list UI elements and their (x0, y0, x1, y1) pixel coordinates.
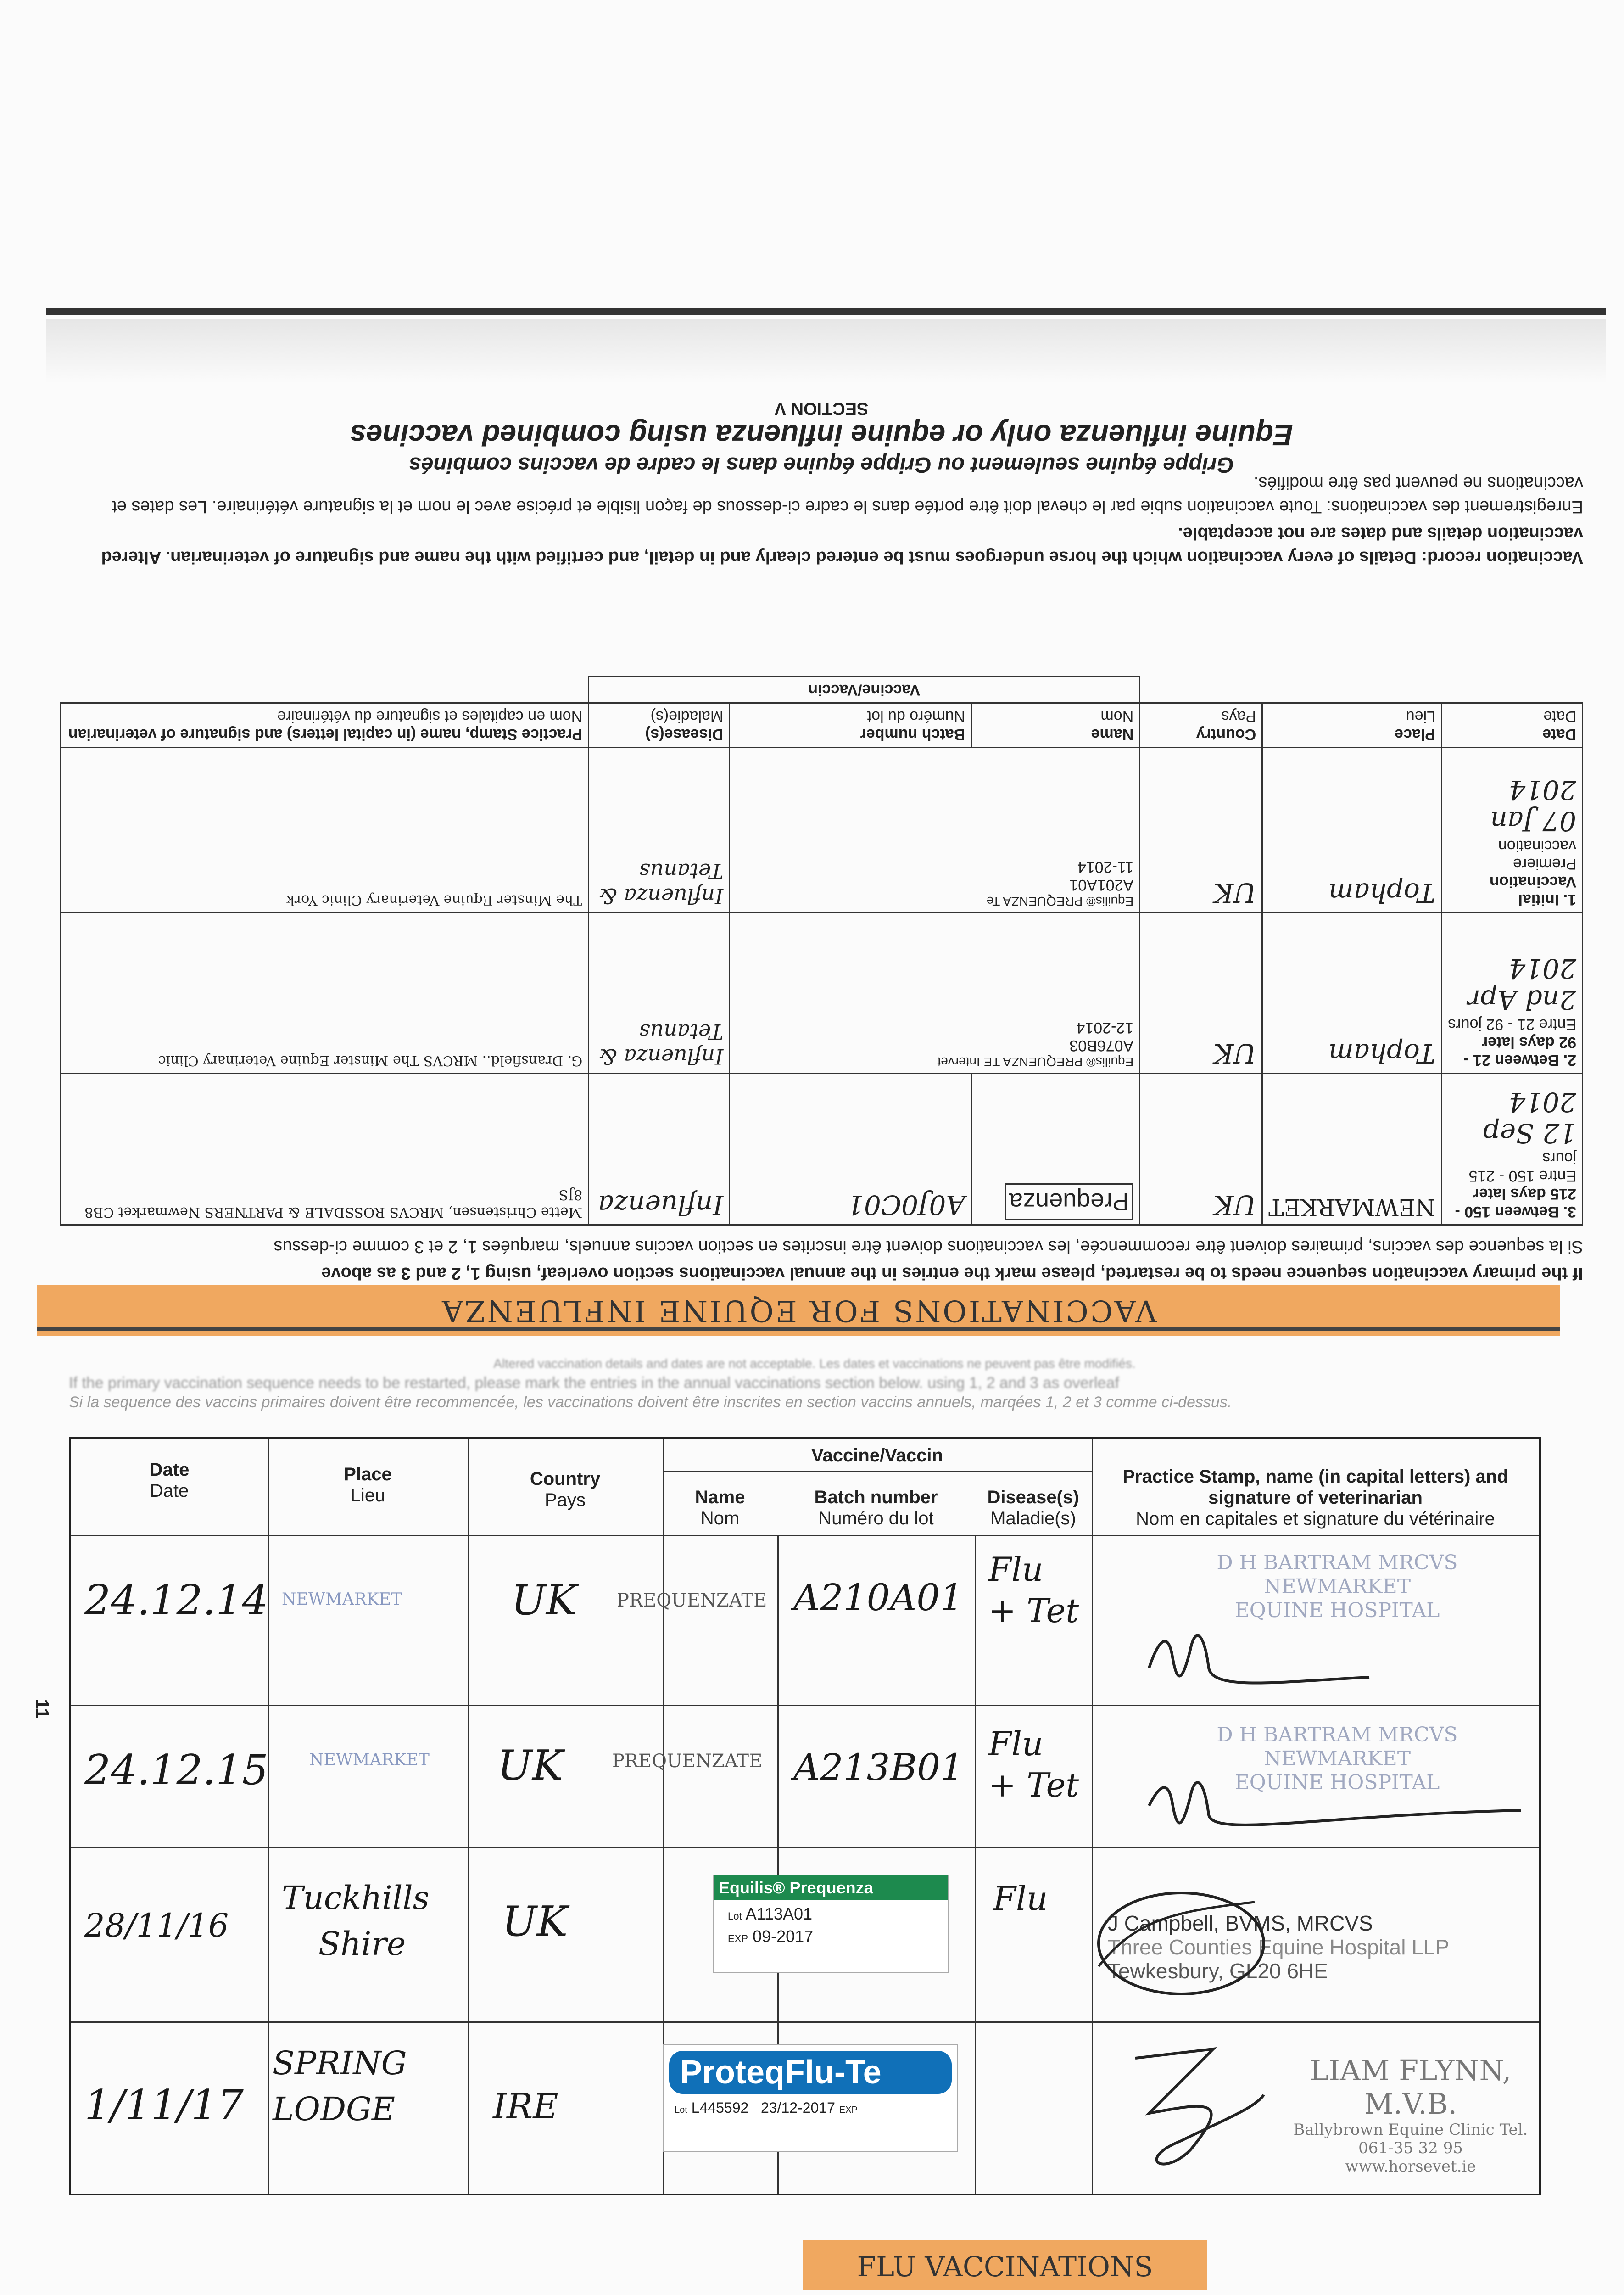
faded-line-2: If the primary vaccination sequence needs to be restarted, please mark the entries in the annual vaccinations section below. using 1, 2 and 3 as overleaf (69, 1374, 1119, 1392)
row-divider (71, 2021, 1539, 2023)
row4-stamp-clinic: Ballybrown Equine Clinic Tel. 061-35 32 95 (1293, 2121, 1528, 2157)
row-label-fr: Premiere vaccination (1498, 837, 1576, 873)
row-exp: 11-2014 (1077, 858, 1134, 876)
row3-label-lot-prefix: Lot (728, 1910, 742, 1922)
row3-stamp-hospital: Three Counties Equine Hospital LLP (1108, 1935, 1450, 1959)
banner-rule (37, 1327, 1560, 1331)
hdr-place: Place (1395, 726, 1435, 743)
row2-stamp-name: D H BARTRAM MRCVS (1217, 1723, 1458, 1746)
row1-stamp-town: NEWMARKET (1263, 1575, 1411, 1598)
hdr-country: Country (1196, 726, 1256, 743)
row3-label-lot: A113A01 (745, 1904, 813, 1923)
row-disease: Influenza (598, 1189, 724, 1220)
row-label-fr: Entre 150 - 215 jours (1468, 1149, 1576, 1185)
upside-down-section (60, 399, 1583, 1285)
row-disease: Influenza & Tetanus (598, 859, 724, 908)
row-label: 3. Between 150 - 215 days later (1455, 1185, 1576, 1220)
header-batch-fr: Numéro du lot (818, 1508, 934, 1528)
row4-label-brand: ProteqFlu-Te (669, 2051, 952, 2094)
col-divider (1092, 1439, 1093, 2194)
row4-stamp (1282, 2054, 1539, 2176)
row4-vaccine-label (663, 2044, 958, 2152)
header-country (468, 1468, 663, 1511)
row-divider (663, 1471, 1092, 1472)
header-name-fr: Nom (700, 1508, 740, 1528)
row-country: UK (1213, 877, 1256, 908)
row-vet-stamp: The Minster Equine Veterinary Clinic York (286, 892, 583, 908)
hdr-name-fr: Nom (1100, 708, 1134, 725)
header-date-fr: Date (150, 1481, 189, 1501)
row4-label-lot-prefix: Lot (675, 2105, 687, 2115)
hdr-country-fr: Pays (1221, 708, 1256, 725)
faded-line-1: Altered vaccination details and dates are not acceptable. Les dates et vaccinations ne peuvent pas être modifiés. (493, 1356, 1136, 1371)
faded-notes (69, 1354, 1560, 1412)
row-label: 1. Initial Vaccination (1490, 873, 1576, 908)
row-vaccine-label: Equilis® PREQUENZA Te (986, 894, 1134, 908)
row4-country: IRE (493, 2086, 558, 2127)
row4-stamp-name: LIAM FLYNN, M.V.B. (1310, 2054, 1512, 2121)
hdr-disease: Disease(s) (645, 726, 724, 743)
hdr-date: Date (1542, 726, 1576, 743)
page-shadow (46, 319, 1606, 383)
header-stamp-en: Practice Stamp, name (in capital letters) and signature of veterinarian (1122, 1467, 1508, 1508)
row-batch: A076B03 (1069, 1037, 1134, 1054)
footer-title: FLU VACCINATIONS (857, 2251, 1153, 2283)
row2-stamp-hospital: EQUINE HOSPITAL (1234, 1771, 1440, 1794)
header-batch (777, 1487, 975, 1529)
header-vaccine: Vaccine/Vaccin (811, 1445, 943, 1466)
hdr-name: Name (1091, 726, 1134, 743)
header-name-en: Name (695, 1487, 745, 1507)
upper-row-1 (61, 748, 1583, 913)
row2-date: 24.12.15 (84, 1746, 268, 1794)
row3-vaccine-label (713, 1875, 949, 1973)
header-place-fr: Lieu (350, 1485, 385, 1506)
row-place: NEWMARKET (1268, 1194, 1435, 1220)
row4-label-lot: L445592 (691, 2099, 749, 2116)
row-vaccine-stamp: Prequenza (1005, 1183, 1133, 1220)
row2-disease: Flu + Tet (988, 1724, 1079, 1804)
row1-place: NEWMARKET (282, 1590, 402, 1609)
row3-stamp-name: J Campbell, BVMS, MRCVS (1108, 1911, 1373, 1935)
row3-place-line1: Tuckhills (282, 1879, 430, 1917)
upper-row-3 (61, 1074, 1583, 1225)
row-label: 2. Between 21 - 92 days later (1463, 1034, 1576, 1069)
hdr-disease-fr: Maladie(s) (650, 708, 724, 725)
header-batch-en: Batch number (814, 1487, 938, 1507)
hdr-batch: Batch number (860, 726, 965, 743)
row-divider (71, 1705, 1539, 1706)
row-date: 12 Sep 2014 (1483, 1086, 1576, 1149)
header-stamp-fr: Nom en capitales et signature du vétérinaire (1136, 1509, 1495, 1529)
header-disease-fr: Maladie(s) (990, 1508, 1076, 1528)
row1-stamp (1163, 1551, 1512, 1623)
row4-stamp-web: www.horsevet.ie (1345, 2157, 1476, 2176)
upper-vaccination-table (60, 676, 1583, 1226)
row-vet-stamp: Mette Christensen, MRCVS ROSSDALE & PARTNERS Newmarket CB8 8JS (84, 1187, 583, 1220)
header-stamp (1092, 1466, 1539, 1529)
row1-signature (1140, 1613, 1378, 1696)
footer-banner (803, 2240, 1207, 2290)
hdr-stamp: Practice Stamp, name (in capital letters) and signature of veterinarian (68, 726, 583, 743)
record-note-fr: Enregistrement des vaccinations: Toute vaccination subie par le cheval doit être portée dans le cadre ci-dessous de façon lisible et précise avec le nom et la signature vétérinaire. Les dates et vaccinations ne peuvent pas être modifiés. (112, 473, 1583, 516)
section-title: SECTION V (774, 399, 869, 418)
row2-batch: A213B01 (793, 1746, 964, 1789)
row-country: UK (1213, 1038, 1256, 1069)
row4-place-line1: SPRING (273, 2044, 407, 2082)
header-disease-en: Disease(s) (987, 1487, 1079, 1507)
row3-stamp-address: Tewkesbury, GL20 6HE (1108, 1959, 1328, 1983)
col-divider (268, 1439, 269, 2194)
col-divider (468, 1439, 469, 2194)
upper-footnote: If the primary vaccination sequence needs to be restarted, please mark the entries in the annual vaccinations section overleaf, using 1, 2 and 3 as above (321, 1264, 1583, 1283)
row2-place: NEWMARKET (309, 1751, 430, 1769)
row-divider (71, 1535, 1539, 1536)
row1-name: PREQUENZATE (617, 1590, 767, 1611)
header-country-fr: Pays (545, 1490, 586, 1510)
header-name (663, 1487, 777, 1529)
upper-footnote-fr: Si la sequence des vaccins, primaires doivent être recommencée, les vaccinations doivent être inscrites en section vaccins annuels, marquées 1, 2 et 3 comme ci-dessus (273, 1237, 1583, 1256)
row-vet-stamp: G. Dransfield.. MRCVS The Minster Equine Veterinary Clinic (158, 1052, 583, 1069)
heading: Equine influenza only or equine influenza using combined vaccines (350, 419, 1293, 452)
row4-label-exp: 23/12-2017 (760, 2099, 835, 2116)
upper-header-row (61, 703, 1583, 748)
hdr-place-fr: Lieu (1406, 708, 1435, 725)
row3-signature (1080, 1875, 1273, 2012)
row1-batch: A210A01 (793, 1576, 964, 1619)
row3-disease: Flu (993, 1879, 1048, 1918)
row-place: Topham (1328, 877, 1435, 908)
hdr-stamp-fr: Nom en capitales et signature du vétérinaire (277, 708, 583, 725)
row3-date: 28/11/16 (84, 1907, 229, 1944)
row3-place-line2: Shire (318, 1925, 406, 1963)
row1-disease: Flu + Tet (988, 1550, 1079, 1630)
row3-country: UK (502, 1898, 568, 1946)
annual-vaccination-table (69, 1437, 1541, 2195)
row-batch: A201A01 (1069, 876, 1134, 894)
row-label-fr: Entre 21 - 92 jours (1448, 1016, 1576, 1033)
upper-row-2 (61, 913, 1583, 1074)
row-disease: Influenza & Tetanus (598, 1019, 724, 1069)
row-divider (71, 1847, 1539, 1848)
header-date-en: Date (149, 1460, 190, 1480)
row2-country: UK (497, 1741, 564, 1790)
row2-name: PREQUENZATE (612, 1751, 763, 1772)
top-rule (46, 308, 1606, 315)
row-batch: A0J0C01 (847, 1189, 965, 1220)
row3-label-exp: 09-2017 (753, 1927, 814, 1946)
upper-vaccine-header-row (61, 677, 1583, 703)
hdr-batch-fr: Numéro du lot (867, 708, 965, 725)
banner-title: VACCINATIONS FOR EQUINE INFLUENZA (440, 1293, 1157, 1327)
row-country: UK (1213, 1189, 1256, 1220)
row2-signature (1140, 1760, 1530, 1842)
hdr-vaccine: Vaccine/Vaccin (589, 677, 1140, 703)
heading-fr: Grippe équine seulement ou Grippe équine dans le cadre de vaccins combinés (409, 453, 1234, 477)
row3-label-brand: Equilis® Prequenza (714, 1875, 948, 1900)
header-country-en: Country (530, 1469, 601, 1489)
row4-signature (1108, 2040, 1273, 2187)
row3-label-exp-prefix: EXP (728, 1933, 748, 1944)
record-note: Vaccination record: Details of every vaccination which the horse undergoes must be entered clearly and in detail, and certified with the name and signature of veterinarian. Altered vaccination details and dates are not acceptable. (101, 524, 1583, 567)
row-date: 2nd Apr 2014 (1468, 953, 1576, 1015)
row1-stamp-name: D H BARTRAM MRCVS (1217, 1551, 1458, 1574)
header-place (268, 1464, 468, 1506)
header-date (71, 1459, 268, 1501)
row4-place-line2: LODGE (273, 2090, 396, 2128)
hdr-date-fr: Date (1543, 708, 1576, 725)
row2-stamp-town: NEWMARKET (1263, 1747, 1411, 1770)
row-place: Topham (1328, 1038, 1435, 1069)
row4-label-exp-prefix: EXP (839, 2105, 858, 2115)
row1-country: UK (511, 1576, 577, 1624)
header-disease (975, 1487, 1092, 1529)
row-date: 07 Jan 2014 (1490, 774, 1576, 837)
row-exp: 12-2014 (1076, 1019, 1134, 1036)
page-number: 11 (32, 1699, 52, 1718)
faded-line-3: Si la sequence des vaccins primaires doivent être recommencée, les vaccinations doivent être inscrites en section vaccins annuels, marqées 1, 2 et 3 comme ci-dessus. (69, 1394, 1232, 1411)
row1-stamp-hospital: EQUINE HOSPITAL (1234, 1599, 1440, 1622)
row4-date: 1/11/17 (84, 2081, 244, 2129)
header-place-en: Place (344, 1464, 392, 1484)
row-vaccine-label: Equilis® PREQUENZA TE Intervet (937, 1055, 1134, 1069)
col-divider (975, 1535, 976, 2194)
row1-date: 24.12.14 (84, 1576, 268, 1624)
